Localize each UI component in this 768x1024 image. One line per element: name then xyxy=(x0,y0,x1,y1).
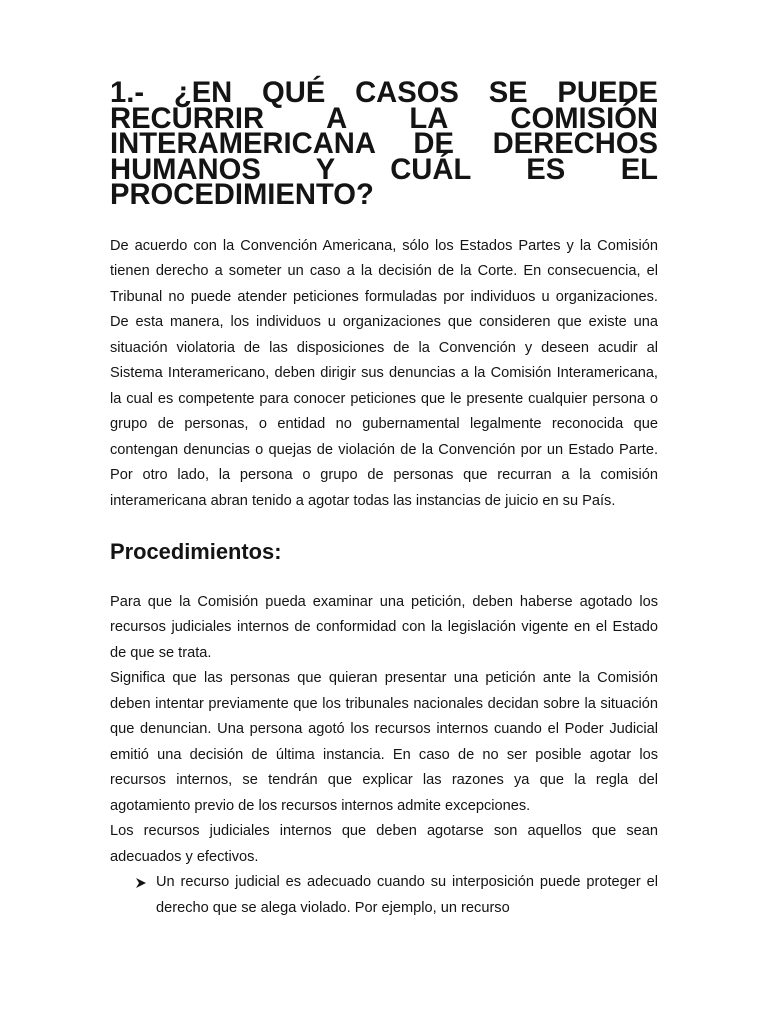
arrowhead-bullet-icon xyxy=(134,870,148,895)
spacer xyxy=(110,514,658,539)
body-paragraph: Para que la Comisión pueda examinar una petición, deben haberse agotado los recursos judiciales internos de conformidad con la legislación vigente en el Estado de que se trata. xyxy=(110,593,658,661)
body-paragraph: Significa que las personas que quieran presentar una petición ante la Comisión deben intentar previamente que los tribunales nacionales decidan sobre la situación que denuncian. Una persona agotó los recursos internos cuando el Poder Judicial emitió una decisión de última instancia. En caso de no ser posible agotar los recursos internos, se tendrán que explicar las razones ya que la regla del agotamiento previo de los recursos internos admite excepciones. xyxy=(110,670,658,814)
bullet-text: Un recurso judicial es adecuado cuando su interposición puede proteger el derecho que se alega violado. Por ejemplo, un recurso xyxy=(156,874,658,916)
spacer xyxy=(110,565,658,590)
document-page xyxy=(110,77,658,921)
section-heading-procedimientos: Procedimientos: xyxy=(110,539,282,564)
spacer xyxy=(110,209,658,234)
body-paragraph: Los recursos judiciales internos que deben agotarse son aquellos que sean adecuados y efectivos. xyxy=(110,823,658,865)
page-title: 1.- ¿EN QUÉ CASOS SE PUEDE RECURRIR A LA COMISIÓN INTERAMERICANA DE DERECHOS HUMANOS Y CUÁL ES EL PROCEDIMIENTO? xyxy=(110,77,658,211)
list-item xyxy=(110,870,658,921)
intro-paragraph: De acuerdo con la Convención Americana, sólo los Estados Partes y la Comisión tienen derecho a someter un caso a la decisión de la Corte. En consecuencia, el Tribunal no puede atender peticiones formuladas por individuos u organizaciones. De esta manera, los individuos u organizaciones que consideren que existe una situación violatoria de las disposiciones de la Convención y deseen acudir al Sistema Interamericano, deben dirigir sus denuncias a la Comisión Interamericana, la cual es competente para conocer peticiones que le presente cualquier persona o grupo de personas, o entidad no gubernamental legalmente reconocida que contengan denuncias o quejas de violación de la Convención por un Estado Parte. Por otro lado, la persona o grupo de personas que recurran a la comisión interamericana abran tenido a agotar todas las instancias de juicio en su País. xyxy=(110,237,658,509)
bullet-list xyxy=(110,870,658,921)
